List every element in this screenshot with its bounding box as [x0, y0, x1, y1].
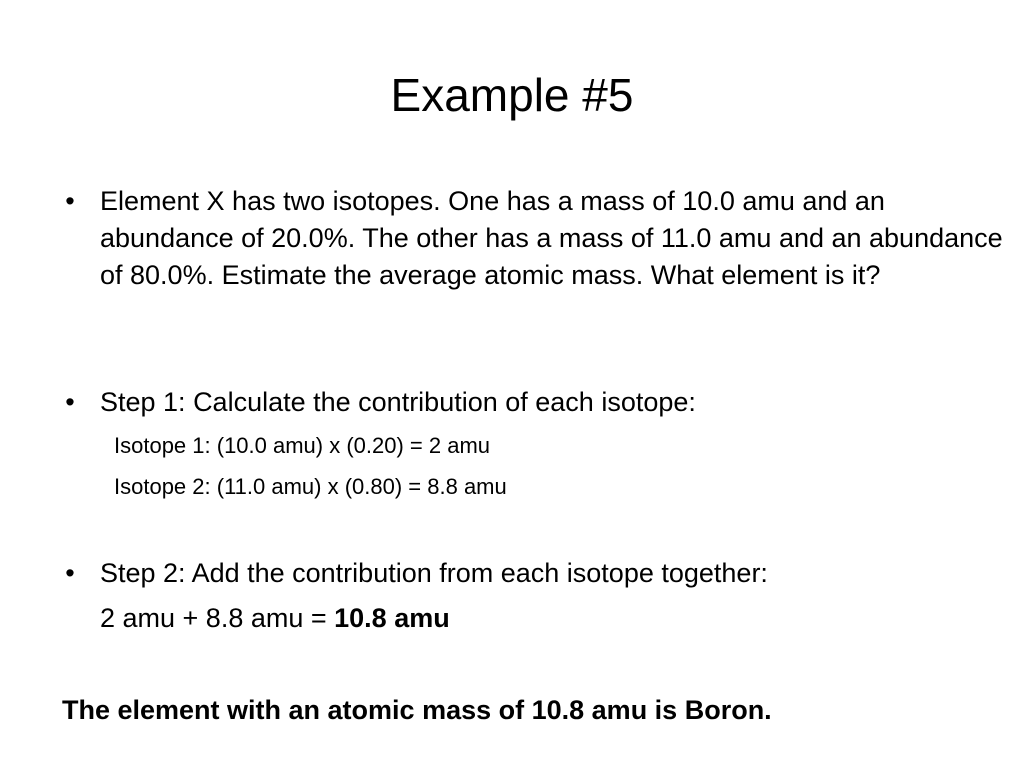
bullet-marker: • [65, 558, 75, 588]
bullet-step-2 [65, 555, 1005, 592]
slide-title: Example #5 [390, 69, 634, 121]
sum-formula [100, 600, 450, 637]
bullet-marker: • [65, 186, 75, 216]
bullet-marker: • [65, 387, 75, 417]
bullet-text: Element X has two isotopes. One has a mass of 10.0 amu and an abundance of 20.0%. The other has a mass of 11.0 amu and an abundance of 80.0%. Estimate the average atomic mass. What element is it? [100, 186, 1003, 290]
bullet-problem-statement [65, 183, 1005, 294]
sub-item-isotope-2: Isotope 2: (11.0 amu) x (0.80) = 8.8 amu [114, 474, 507, 499]
bullet-text: Step 1: Calculate the contribution of each isotope: [100, 387, 696, 417]
formula-result: 10.8 amu [334, 603, 450, 633]
bullet-text: Step 2: Add the contribution from each isotope together: [100, 558, 768, 588]
sub-item-isotope-1: Isotope 1: (10.0 amu) x (0.20) = 2 amu [114, 433, 491, 458]
conclusion-text: The element with an atomic mass of 10.8 amu is Boron. [62, 695, 772, 725]
bullet-step-1 [65, 384, 1005, 421]
formula-prefix: 2 amu + 8.8 amu = [100, 603, 335, 633]
